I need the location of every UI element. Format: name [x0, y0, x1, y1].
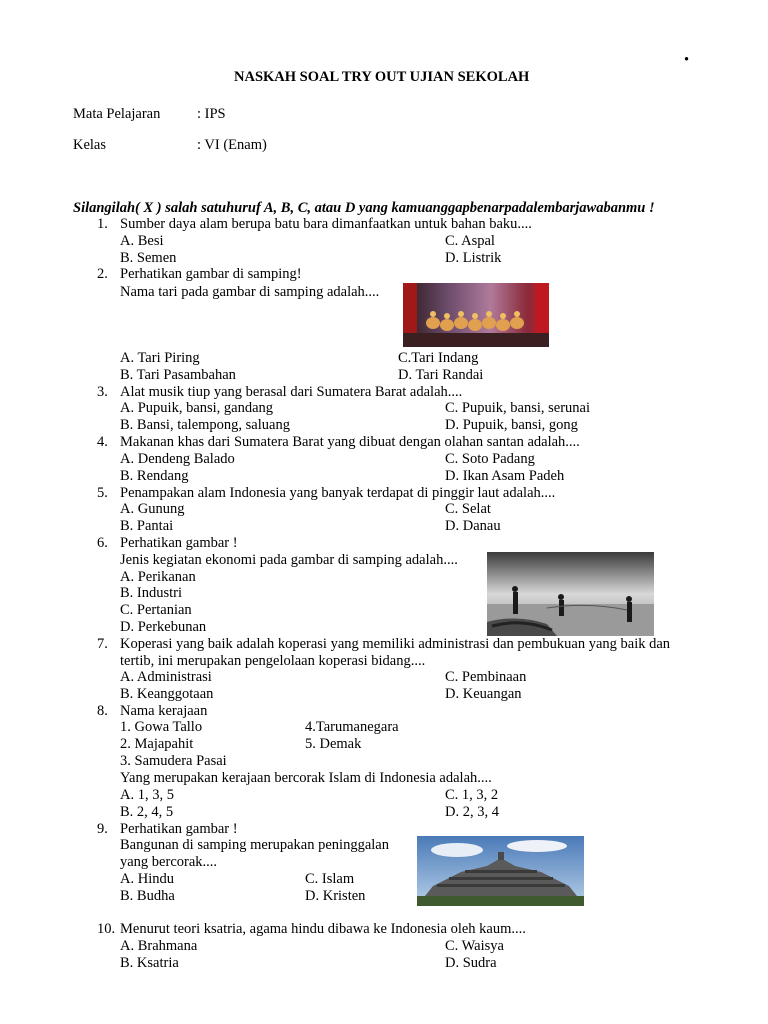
option-c: C.Tari Indang [398, 350, 479, 366]
option-a: A. Brahmana [120, 938, 198, 954]
fishermen-photo [487, 552, 654, 636]
option-c: C. Selat [445, 501, 491, 517]
question-text: Nama tari pada gambar di samping adalah.... [120, 284, 380, 300]
question-text: Bangunan di samping merupakan peninggalan [120, 837, 389, 853]
question-text: Koperasi yang baik adalah koperasi yang memiliki administrasi dan pembukuan yang baik dan [120, 636, 671, 652]
option-d: D. Listrik [445, 250, 502, 266]
option-c: C. Pembinaan [445, 669, 527, 685]
option-a: A. Dendeng Balado [120, 451, 235, 467]
option-c: C. Islam [305, 871, 355, 887]
option-a: A. Besi [120, 233, 164, 249]
list-item: 3. Samudera Pasai [120, 753, 227, 769]
option-d: D. Danau [445, 518, 501, 534]
page-title: NASKAH SOAL TRY OUT UJIAN SEKOLAH [234, 69, 530, 85]
question-text: Perhatikan gambar ! [120, 821, 238, 837]
option-d: D. Kristen [305, 888, 366, 904]
question-text: Perhatikan gambar ! [120, 535, 238, 551]
temple-photo [417, 836, 584, 906]
option-d: D. Sudra [445, 955, 497, 971]
option-b: B. 2, 4, 5 [120, 804, 174, 820]
option-c: C. Aspal [445, 233, 495, 249]
option-b: B. Budha [120, 888, 175, 904]
option-a: A. Pupuik, bansi, gandang [120, 400, 274, 416]
question-text: yang bercorak.... [120, 854, 218, 870]
option-a: A. Tari Piring [120, 350, 200, 366]
option-d: D. Ikan Asam Padeh [445, 468, 565, 484]
question-number: 5. [97, 485, 108, 501]
option-a: A. 1, 3, 5 [120, 787, 174, 803]
question-text: Perhatikan gambar di samping! [120, 266, 302, 282]
question-text: Makanan khas dari Sumatera Barat yang dibuat dengan olahan santan adalah.... [120, 434, 580, 450]
option-c: C. 1, 3, 2 [445, 787, 499, 803]
option-a: A. Perikanan [120, 569, 196, 585]
subject-value: : IPS [197, 106, 226, 122]
option-b: B. Ksatria [120, 955, 179, 971]
option-c: C. Soto Padang [445, 451, 535, 467]
class-value: : VI (Enam) [197, 137, 267, 153]
question-number: 10. [97, 921, 116, 937]
list-item: 4.Tarumanegara [305, 719, 399, 735]
option-c: C. Pertanian [120, 602, 192, 618]
list-item: 5. Demak [305, 736, 362, 752]
question-number: 8. [97, 703, 108, 719]
question-number: 6. [97, 535, 108, 551]
option-b: B. Keanggotaan [120, 686, 214, 702]
question-number: 9. [97, 821, 108, 837]
question-number: 7. [97, 636, 108, 652]
option-b: B. Tari Pasambahan [120, 367, 236, 383]
question-number: 3. [97, 384, 108, 400]
option-b: B. Industri [120, 585, 183, 601]
option-c: C. Waisya [445, 938, 504, 954]
instruction: Silangilah( X ) salah satuhuruf A, B, C, atau D yang kamuanggapbenarpadalembarjawabanmu ! [73, 200, 655, 216]
option-b: B. Semen [120, 250, 177, 266]
option-b: B. Rendang [120, 468, 189, 484]
option-d: D. 2, 3, 4 [445, 804, 499, 820]
question-number: 4. [97, 434, 108, 450]
question-text: Penampakan alam Indonesia yang banyak terdapat di pinggir laut adalah.... [120, 485, 556, 501]
question-number: 2. [97, 266, 108, 282]
option-d: D. Perkebunan [120, 619, 207, 635]
option-c: C. Pupuik, bansi, serunai [445, 400, 590, 416]
option-a: A. Hindu [120, 871, 174, 887]
option-a: A. Gunung [120, 501, 185, 517]
question-text: Yang merupakan kerajaan bercorak Islam di Indonesia adalah.... [120, 770, 492, 786]
class-label: Kelas [73, 137, 107, 153]
option-d: D. Tari Randai [398, 367, 484, 383]
list-item: 1. Gowa Tallo [120, 719, 203, 735]
list-item: 2. Majapahit [120, 736, 194, 752]
subject-label: Mata Pelajaran [73, 106, 161, 122]
question-text: Nama kerajaan [120, 703, 208, 719]
option-d: D. Keuangan [445, 686, 522, 702]
option-b: B. Bansi, talempong, saluang [120, 417, 290, 433]
question-text: Menurut teori ksatria, agama hindu dibawa ke Indonesia oleh kaum.... [120, 921, 526, 937]
option-d: D. Pupuik, bansi, gong [445, 417, 578, 433]
corner-dot: • [684, 52, 690, 68]
question-text: Jenis kegiatan ekonomi pada gambar di samping adalah.... [120, 552, 458, 568]
option-a: A. Administrasi [120, 669, 212, 685]
question-text: Alat musik tiup yang berasal dari Sumatera Barat adalah.... [120, 384, 463, 400]
question-number: 1. [97, 216, 108, 232]
question-text: Sumber daya alam berupa batu bara dimanfaatkan untuk bahan baku.... [120, 216, 532, 232]
dance-photo [403, 283, 549, 347]
option-b: B. Pantai [120, 518, 174, 534]
question-text: tertib, ini merupakan pengelolaan koperasi bidang.... [120, 653, 426, 669]
